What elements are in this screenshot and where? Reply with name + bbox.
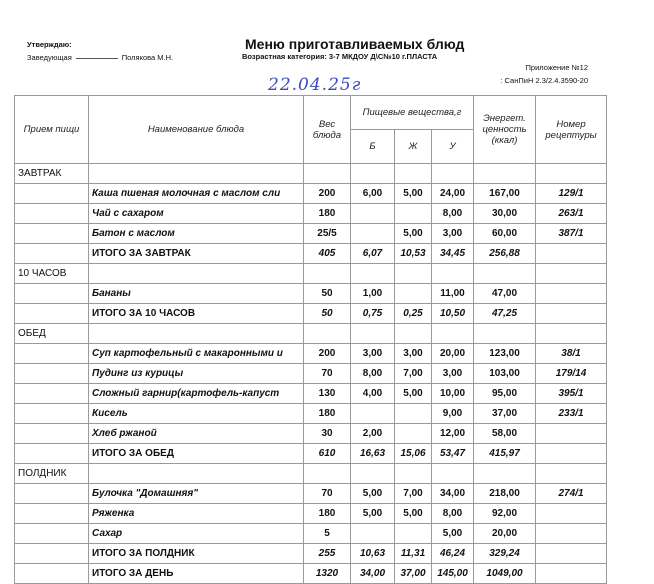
value-u: 9,00 — [432, 404, 474, 424]
day-total-zh: 37,00 — [395, 564, 432, 584]
empty-cell — [304, 164, 351, 184]
value-zh: 5,00 — [395, 384, 432, 404]
empty-cell — [89, 324, 304, 344]
total-row — [15, 544, 607, 564]
empty-cell — [15, 304, 89, 324]
header-nutrients: Пищевые вещества,г — [351, 96, 474, 130]
empty-cell — [432, 264, 474, 284]
value-b: 2,00 — [351, 424, 395, 444]
value-kcal: 37,00 — [474, 404, 536, 424]
empty-cell — [432, 324, 474, 344]
empty-cell — [304, 264, 351, 284]
empty-cell — [474, 324, 536, 344]
empty-cell — [536, 444, 607, 464]
total-kcal: 47,25 — [474, 304, 536, 324]
empty-cell — [351, 464, 395, 484]
value-kcal: 92,00 — [474, 504, 536, 524]
empty-cell — [15, 484, 89, 504]
empty-cell — [15, 184, 89, 204]
value-weight: 200 — [304, 184, 351, 204]
section-row — [15, 464, 607, 484]
empty-cell — [351, 324, 395, 344]
value-weight: 180 — [304, 504, 351, 524]
empty-cell — [304, 464, 351, 484]
meal-label: ПОЛДНИК — [15, 464, 89, 484]
value-weight: 200 — [304, 344, 351, 364]
total-weight: 610 — [304, 444, 351, 464]
day-total-u: 145,00 — [432, 564, 474, 584]
total-u: 53,47 — [432, 444, 474, 464]
empty-cell — [15, 544, 89, 564]
dish-name: Каша пшеная молочная с маслом сли — [89, 184, 304, 204]
annex-number: Приложение №12 — [525, 63, 588, 72]
dish-name: Булочка "Домашняя" — [89, 484, 304, 504]
total-kcal: 415,97 — [474, 444, 536, 464]
empty-cell — [395, 464, 432, 484]
table-row — [15, 284, 607, 304]
value-zh — [395, 404, 432, 424]
dish-name: Суп картофельный с макаронными и — [89, 344, 304, 364]
empty-cell — [536, 324, 607, 344]
total-label: ИТОГО ЗА ПОЛДНИК — [89, 544, 304, 564]
value-b: 5,00 — [351, 484, 395, 504]
recipe-number: 179/14 — [536, 364, 607, 384]
empty-cell — [89, 164, 304, 184]
value-kcal: 167,00 — [474, 184, 536, 204]
total-zh: 10,53 — [395, 244, 432, 264]
empty-cell — [351, 164, 395, 184]
value-b — [351, 404, 395, 424]
empty-cell — [536, 544, 607, 564]
section-row — [15, 164, 607, 184]
empty-cell — [15, 344, 89, 364]
dish-name: Сахар — [89, 524, 304, 544]
value-zh: 5,00 — [395, 184, 432, 204]
dish-name: Батон с маслом — [89, 224, 304, 244]
signature-line — [76, 58, 118, 59]
table-row — [15, 484, 607, 504]
empty-cell — [89, 464, 304, 484]
table-row — [15, 504, 607, 524]
empty-cell — [395, 164, 432, 184]
table-row — [15, 184, 607, 204]
empty-cell — [536, 464, 607, 484]
total-row — [15, 304, 607, 324]
annex-block — [500, 61, 588, 87]
value-u: 12,00 — [432, 424, 474, 444]
page-title: Меню приготавливаемых блюд — [245, 36, 465, 52]
section-row — [15, 264, 607, 284]
empty-cell — [89, 264, 304, 284]
value-u: 24,00 — [432, 184, 474, 204]
approval-block — [27, 38, 173, 64]
table-row — [15, 224, 607, 244]
value-kcal: 47,00 — [474, 284, 536, 304]
value-zh — [395, 524, 432, 544]
total-zh: 11,31 — [395, 544, 432, 564]
dish-name: Бананы — [89, 284, 304, 304]
approver-name: Полякова М.Н. — [121, 53, 174, 62]
recipe-number — [536, 284, 607, 304]
value-weight: 25/5 — [304, 224, 351, 244]
value-u: 10,00 — [432, 384, 474, 404]
value-u: 3,00 — [432, 224, 474, 244]
empty-cell — [15, 384, 89, 404]
value-u: 20,00 — [432, 344, 474, 364]
empty-cell — [536, 264, 607, 284]
header-meal: Прием пищи — [15, 96, 89, 164]
value-u: 8,00 — [432, 204, 474, 224]
total-label: ИТОГО ЗА 10 ЧАСОВ — [89, 304, 304, 324]
value-kcal: 123,00 — [474, 344, 536, 364]
value-b — [351, 204, 395, 224]
total-kcal: 329,24 — [474, 544, 536, 564]
total-weight: 50 — [304, 304, 351, 324]
dish-name: Ряженка — [89, 504, 304, 524]
total-b: 10,63 — [351, 544, 395, 564]
value-weight: 70 — [304, 364, 351, 384]
day-total-b: 34,00 — [351, 564, 395, 584]
recipe-number — [536, 504, 607, 524]
total-u: 46,24 — [432, 544, 474, 564]
table-row — [15, 344, 607, 364]
value-u: 5,00 — [432, 524, 474, 544]
total-weight: 405 — [304, 244, 351, 264]
day-total-label: ИТОГО ЗА ДЕНЬ — [89, 564, 304, 584]
dish-name: Чай с сахаром — [89, 204, 304, 224]
dish-name: Кисель — [89, 404, 304, 424]
recipe-number — [536, 524, 607, 544]
recipe-number: 233/1 — [536, 404, 607, 424]
empty-cell — [474, 164, 536, 184]
empty-cell — [432, 464, 474, 484]
value-u: 34,00 — [432, 484, 474, 504]
empty-cell — [15, 224, 89, 244]
approve-label: Утверждаю: — [27, 40, 72, 49]
value-weight: 30 — [304, 424, 351, 444]
day-total-row — [15, 564, 607, 584]
value-zh — [395, 284, 432, 304]
recipe-number: 395/1 — [536, 384, 607, 404]
value-zh: 3,00 — [395, 344, 432, 364]
total-b: 6,07 — [351, 244, 395, 264]
table-row — [15, 204, 607, 224]
value-weight: 5 — [304, 524, 351, 544]
recipe-number: 387/1 — [536, 224, 607, 244]
value-weight: 130 — [304, 384, 351, 404]
meal-label: ОБЕД — [15, 324, 89, 344]
empty-cell — [395, 264, 432, 284]
table-row — [15, 524, 607, 544]
value-zh: 7,00 — [395, 364, 432, 384]
table-row — [15, 424, 607, 444]
empty-cell — [432, 164, 474, 184]
value-u: 11,00 — [432, 284, 474, 304]
value-b: 5,00 — [351, 504, 395, 524]
dish-name: Сложный гарнир(картофель-капуст — [89, 384, 304, 404]
age-category: Возрастная категория: 3-7 МКДОУ Д\С№10 г.ПЛАСТА — [242, 52, 438, 61]
value-zh: 5,00 — [395, 224, 432, 244]
day-total-weight: 1320 — [304, 564, 351, 584]
day-total-kcal: 1049,00 — [474, 564, 536, 584]
empty-cell — [15, 504, 89, 524]
recipe-number — [536, 424, 607, 444]
value-b: 1,00 — [351, 284, 395, 304]
value-b: 3,00 — [351, 344, 395, 364]
total-b: 0,75 — [351, 304, 395, 324]
dish-name: Хлеб ржаной — [89, 424, 304, 444]
total-kcal: 256,88 — [474, 244, 536, 264]
value-zh — [395, 204, 432, 224]
value-b: 8,00 — [351, 364, 395, 384]
empty-cell — [536, 304, 607, 324]
total-zh: 0,25 — [395, 304, 432, 324]
table-row — [15, 404, 607, 424]
menu-table — [14, 95, 607, 584]
value-weight: 50 — [304, 284, 351, 304]
meal-label: ЗАВТРАК — [15, 164, 89, 184]
empty-cell — [15, 444, 89, 464]
header-dish: Наименование блюда — [89, 96, 304, 164]
value-weight: 70 — [304, 484, 351, 504]
value-u: 8,00 — [432, 504, 474, 524]
total-label: ИТОГО ЗА ЗАВТРАК — [89, 244, 304, 264]
empty-cell — [474, 464, 536, 484]
table-row — [15, 364, 607, 384]
table-row — [15, 384, 607, 404]
empty-cell — [15, 364, 89, 384]
total-row — [15, 244, 607, 264]
value-b: 6,00 — [351, 184, 395, 204]
value-b — [351, 524, 395, 544]
value-u: 3,00 — [432, 364, 474, 384]
empty-cell — [395, 324, 432, 344]
value-kcal: 103,00 — [474, 364, 536, 384]
total-weight: 255 — [304, 544, 351, 564]
meal-label: 10 ЧАСОВ — [15, 264, 89, 284]
value-weight: 180 — [304, 404, 351, 424]
empty-cell — [536, 244, 607, 264]
total-zh: 15,06 — [395, 444, 432, 464]
empty-cell — [15, 564, 89, 584]
header-weight: Вес блюда — [304, 96, 351, 164]
value-kcal: 95,00 — [474, 384, 536, 404]
empty-cell — [536, 564, 607, 584]
value-kcal: 218,00 — [474, 484, 536, 504]
header-energy: Энергет. ценность (ккал) — [474, 96, 536, 164]
value-zh — [395, 424, 432, 444]
value-kcal: 60,00 — [474, 224, 536, 244]
recipe-number: 38/1 — [536, 344, 607, 364]
total-u: 10,50 — [432, 304, 474, 324]
value-zh: 5,00 — [395, 504, 432, 524]
total-u: 34,45 — [432, 244, 474, 264]
empty-cell — [474, 264, 536, 284]
value-b — [351, 224, 395, 244]
value-b: 4,00 — [351, 384, 395, 404]
header-fat: Ж — [395, 130, 432, 164]
approver-role: Заведующая — [27, 53, 72, 62]
empty-cell — [15, 424, 89, 444]
value-kcal: 20,00 — [474, 524, 536, 544]
recipe-number: 263/1 — [536, 204, 607, 224]
dish-name: Пудинг из курицы — [89, 364, 304, 384]
empty-cell — [15, 244, 89, 264]
value-zh: 7,00 — [395, 484, 432, 504]
empty-cell — [351, 264, 395, 284]
recipe-number: 129/1 — [536, 184, 607, 204]
recipe-number: 274/1 — [536, 484, 607, 504]
empty-cell — [304, 324, 351, 344]
total-b: 16,63 — [351, 444, 395, 464]
sanpin-ref: : СанПиН 2.3/2.4.3590-20 — [500, 76, 588, 85]
total-label: ИТОГО ЗА ОБЕД — [89, 444, 304, 464]
empty-cell — [536, 164, 607, 184]
empty-cell — [15, 404, 89, 424]
value-weight: 180 — [304, 204, 351, 224]
section-row — [15, 324, 607, 344]
empty-cell — [15, 284, 89, 304]
empty-cell — [15, 524, 89, 544]
value-kcal: 58,00 — [474, 424, 536, 444]
header-protein: Б — [351, 130, 395, 164]
header-recipe: Номер рецептуры — [536, 96, 607, 164]
total-row — [15, 444, 607, 464]
empty-cell — [15, 204, 89, 224]
value-kcal: 30,00 — [474, 204, 536, 224]
header-carbs: У — [432, 130, 474, 164]
handwritten-date: 22.04.25г — [268, 75, 362, 95]
